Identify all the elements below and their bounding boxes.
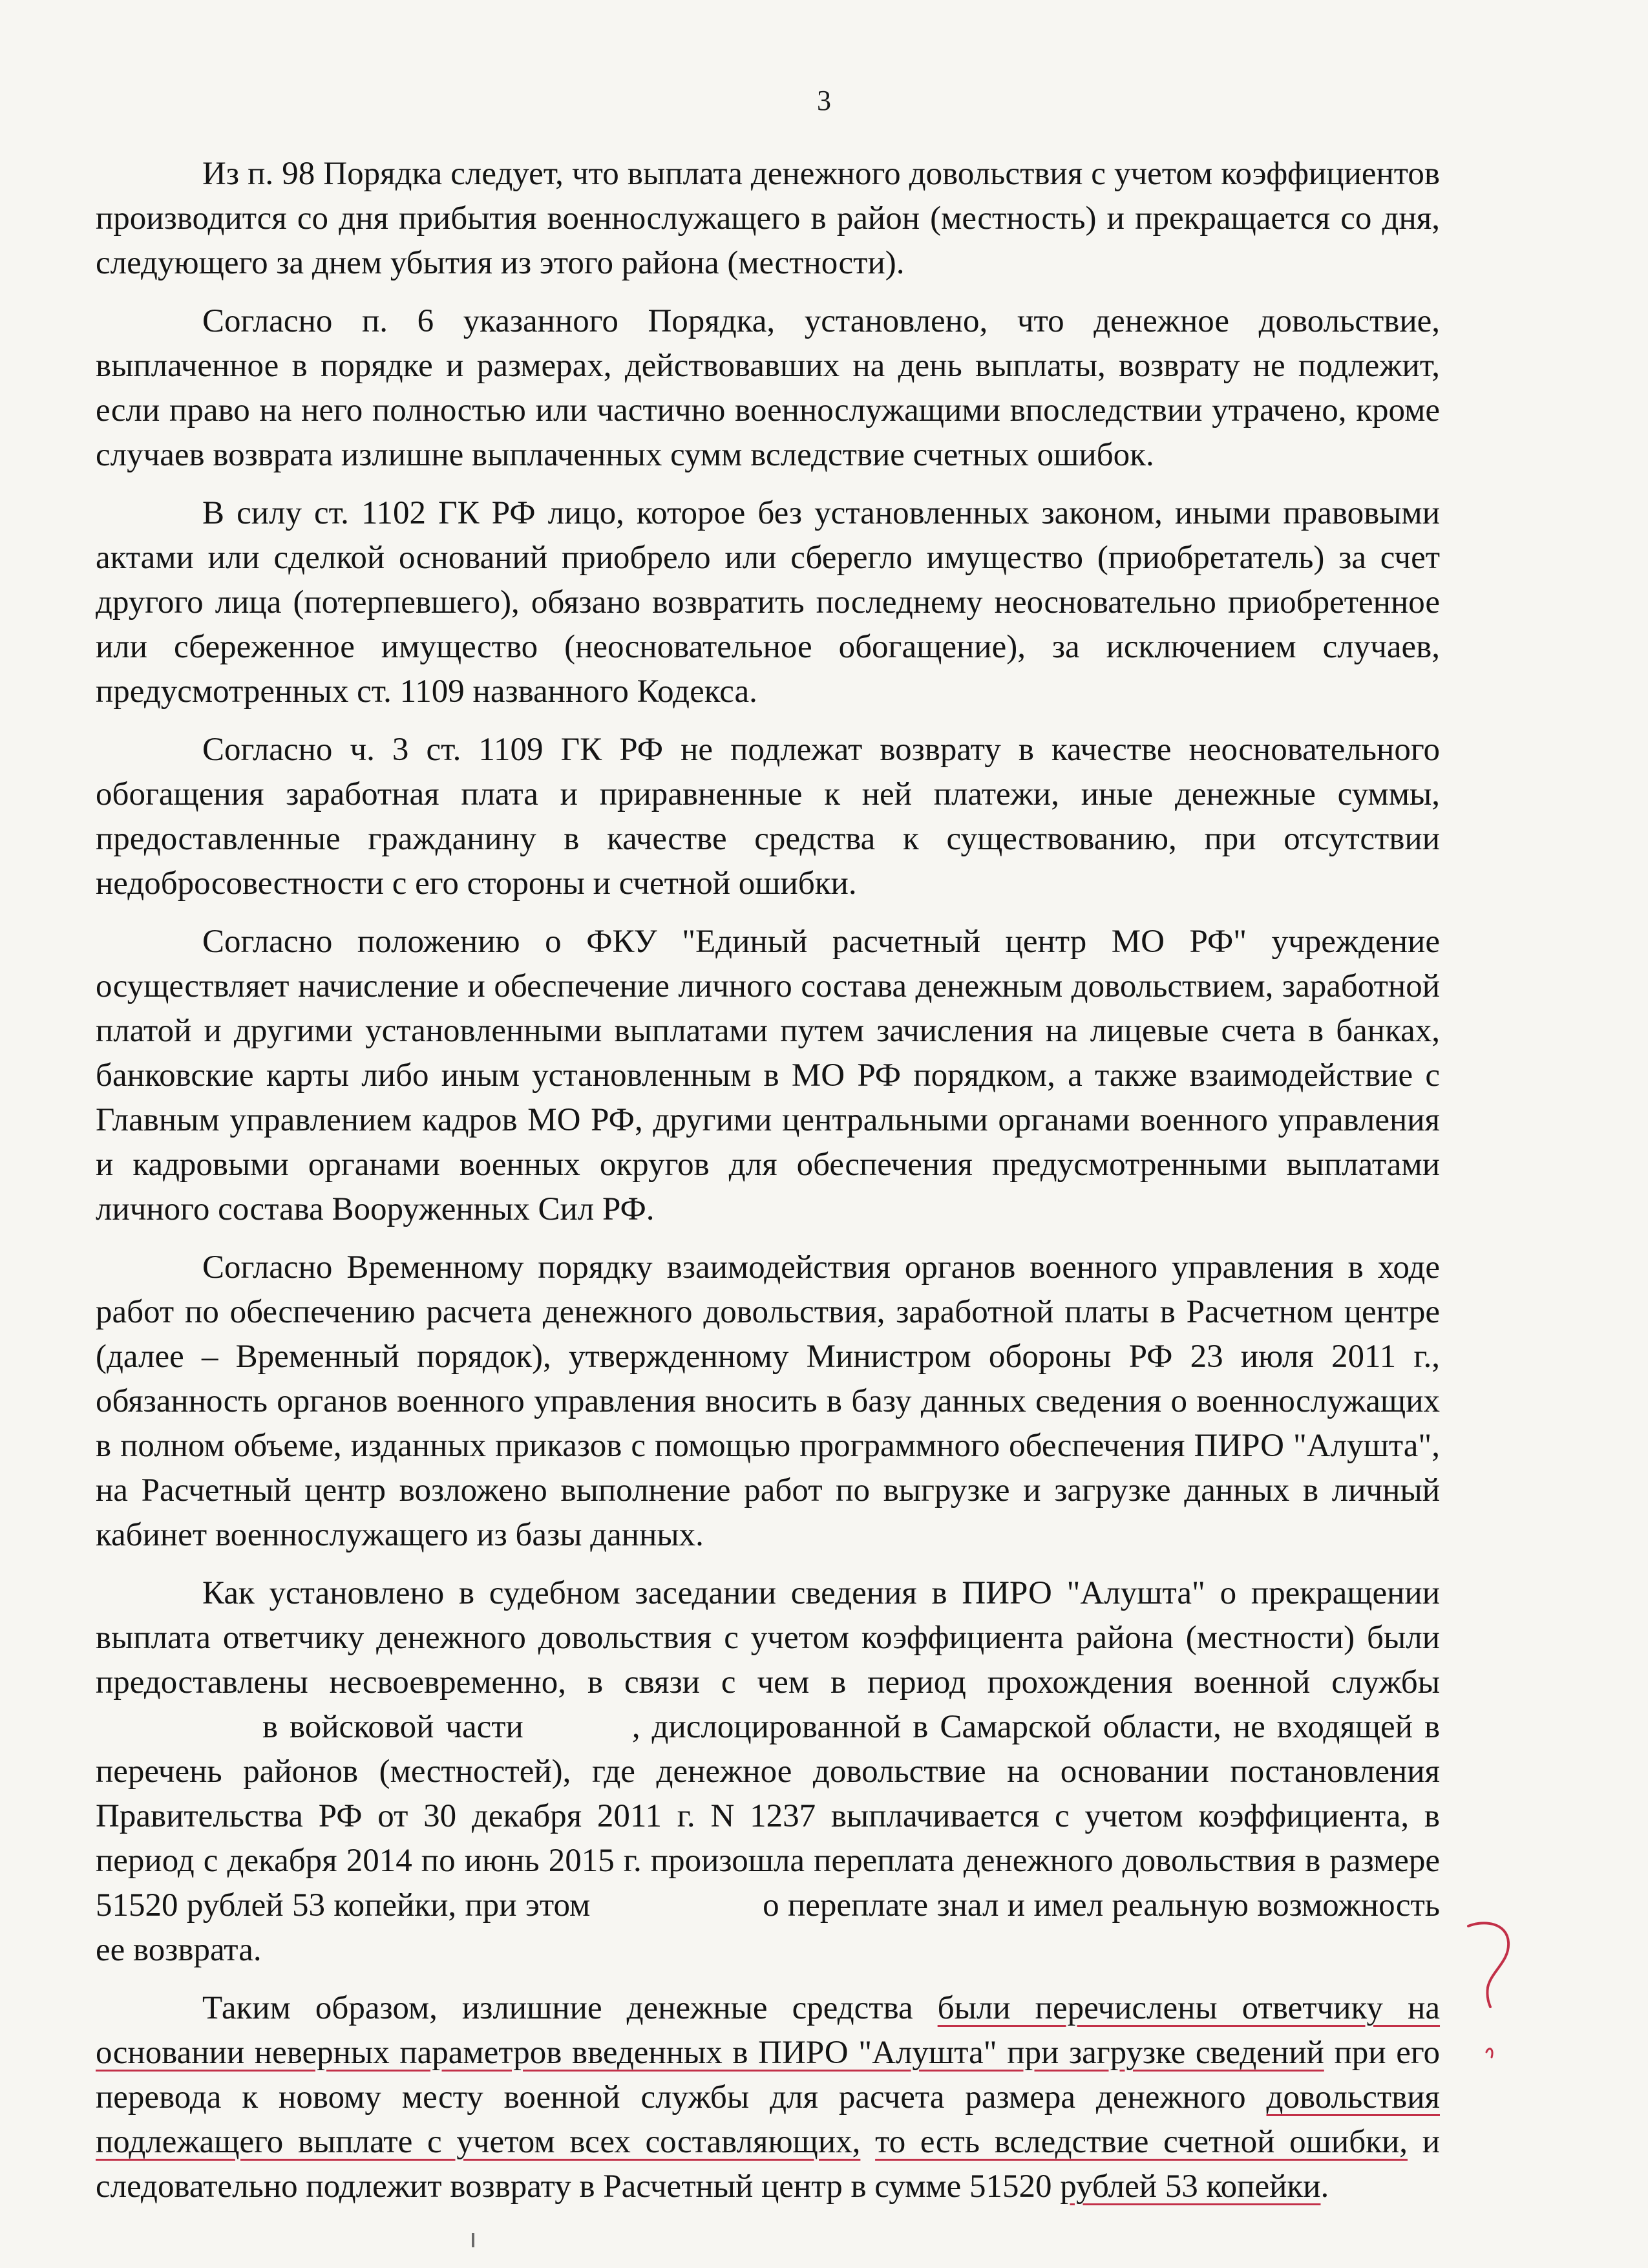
handwritten-margin-mark [1462,1916,1520,2072]
redacted-name [96,1717,251,1742]
paragraph-8-part-c: при его перевода к новому месту военной службы для расчета размера денежного [96,2035,1440,2115]
paragraph-1: Из п. 98 Порядка следует, что выплата денежного довольствия с учетом коэффициентов производится со дня прибытия военнослужащего в район (местность) и прекращается со дня, следующего за днем убытия из этого района (местности). [96,156,1440,281]
document-body [96,152,1440,2223]
underlined-phrase: довольствия подлежащего выплате с учетом всех составляющих, [96,2079,1440,2160]
underlined-phrase: рублей 53 копейки [1060,2168,1321,2205]
underlined-phrase: были перечислены ответчику на основании неверных параметров введенных в ПИРО "Алушта" при загрузке сведений [96,1990,1441,2071]
paragraph-7 [96,1571,1440,1973]
paragraph-2: Согласно п. 6 указанного Порядка, установлено, что денежное довольствие, выплаченное в порядке и размерах, действовавших на день выплаты, возврату не подлежит, если право на него полностью или частично военнослужащими впоследствии утрачено, кроме случаев возврата излишне выплаченных сумм вследствие счетных ошибок. [96,303,1440,473]
paragraph-8-part-i: . [1320,2168,1329,2205]
paragraph-8-part-e [860,2124,875,2160]
scan-mark [472,2233,474,2247]
paragraph-6: Согласно Временному порядку взаимодействия органов военного управления в ходе работ по обеспечению расчета денежного довольствия, заработной платы в Расчетном центре (далее – Временный порядок), утвержденному Министром обороны РФ 23 июля 2011 г., обязанность органов военного управления вносить в базу данных сведения о военнослужащих в полном объеме, изданных приказов с помощью программного обеспечения ПИРО "Алушта", на Расчетный центр возложено выполнение работ по выгрузке и загрузке данных в личный кабинет военнослужащего из базы данных. [96,1249,1440,1553]
page-number: 3 [817,85,831,116]
paragraph-7-part-b: в войсковой части [262,1709,523,1745]
redacted-name [599,1896,754,1920]
paragraph-5: Согласно положению о ФКУ "Единый расчетный центр МО РФ" учреждение осуществляет начисление и обеспечение личного состава денежным довольствием, заработной платой и другими установленными выплатами путем зачисления на лицевые счета в банках, банковские карты либо иным установленным в МО РФ порядком, а также взаимодействие с Главным управлением кадров МО РФ, другими центральными органами военного управления и кадровыми органами военных округов для обеспечения предусмотренными выплатами личного состава Вооруженных Сил РФ. [96,924,1440,1227]
paragraph-7-part-a: Как установлено в судебном заседании сведения в ПИРО "Алушта" о прекращении выплата ответчику денежного довольствия с учетом коэффициента района (местности) были предоставлены несвоевременно, в связи с чем в период прохождения военной службы [96,1575,1440,1701]
underlined-phrase: то есть вследствие счетной ошибки, [875,2124,1408,2160]
paragraph-8-part-a: Таким образом, излишние денежные средства [202,1990,938,2026]
paragraph-4: Согласно ч. 3 ст. 1109 ГК РФ не подлежат возврату в качестве неосновательного обогащения заработная плата и приравненные к ней платежи, иные денежные суммы, предоставленные гражданину в качестве средства к существованию, при отсутствии недобросовестности с его стороны и счетной ошибки. [96,732,1440,902]
paragraph-8 [96,1986,1440,2209]
paragraph-8-part-g: и следовательно подлежит возврату в Расчетный центр в сумме 51520 [96,2124,1441,2205]
paragraph-7-part-c: , дислоцированной в Самарской области, не входящей в перечень районов (местностей), где денежное довольствие на основании постановления Правительства РФ от 30 декабря 2011 г. N 1237 выплачивается с учетом коэффициента, в период с декабря 2014 по июнь 2015 г. произошла переплата денежного довольствия в размере 51520 рублей 53 копейки, при этом [96,1709,1441,1924]
paragraph-7-part-d: о переплате знал и имел реальную возможность ее возврата. [96,1887,1441,1968]
paragraph-3: В силу ст. 1102 ГК РФ лицо, которое без установленных законом, иными правовыми актами или сделкой оснований приобрело или сберегло имущество (приобретатель) за счет другого лица (потерпевшего), обязано возвратить последнему неосновательно приобретенное или сбереженное имущество (неосновательное обогащение), за исключением случаев, предусмотренных ст. 1109 названного Кодекса. [96,495,1440,710]
redacted-unit-number [535,1717,632,1742]
